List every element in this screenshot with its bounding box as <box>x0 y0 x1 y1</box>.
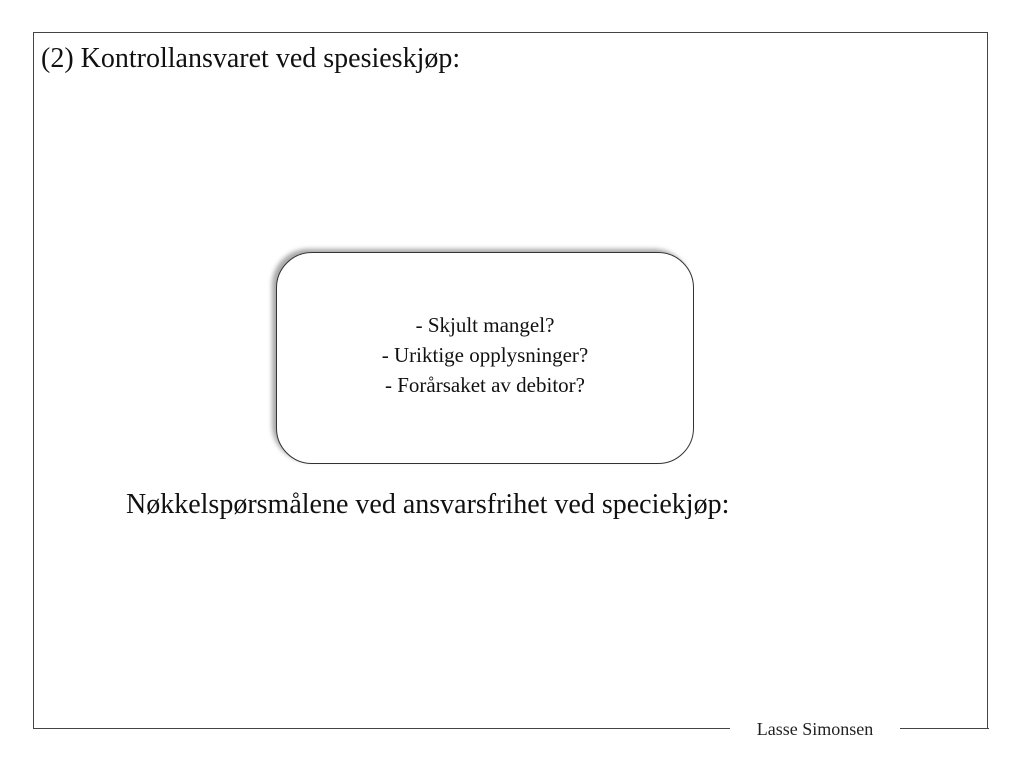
question-caused-by-debtor: - Forårsaket av debitor? <box>384 373 585 397</box>
footer-author: Lasse Simonsen <box>756 719 874 739</box>
slide-title: (2) Kontrollansvaret ved spesieskjøp: <box>41 43 461 74</box>
footer-rule-left <box>33 728 730 729</box>
question-hidden-defect: - Skjult mangel? <box>415 313 555 337</box>
footer-rule-right <box>900 728 989 729</box>
question-incorrect-information: - Uriktige opplysninger? <box>381 343 589 367</box>
key-questions-caption: Nøkkelspørsmålene ved ansvarsfrihet ved speciekjøp: <box>126 489 730 520</box>
question-box <box>276 252 694 464</box>
